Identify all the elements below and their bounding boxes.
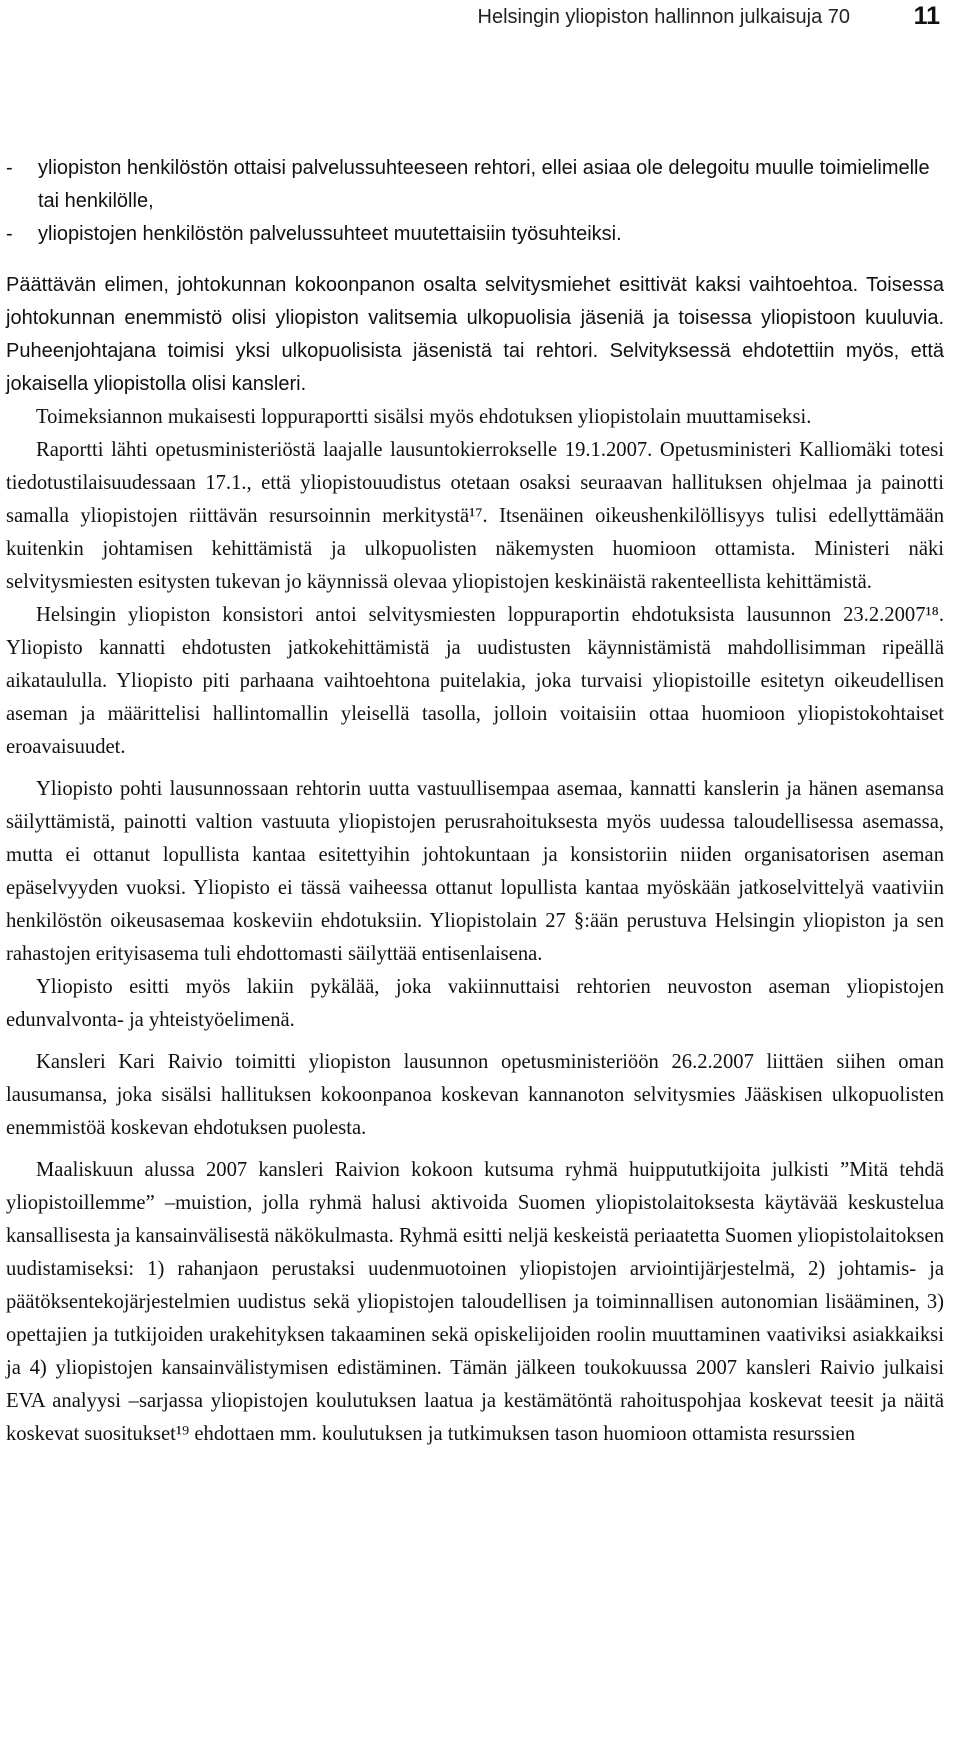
list-item <box>6 152 944 218</box>
list-item-text: yliopiston henkilöstön ottaisi palvelussuhteeseen rehtori, ellei asiaa ole delegoitu muulle toimielimelle tai henkilölle, <box>38 157 930 212</box>
dash-marker: - <box>6 157 13 179</box>
paragraph: Kansleri Kari Raivio toimitti yliopiston lausunnon opetusministeriöön 26.2.2007 liittäen siihen oman lausumansa, joka sisälsi hallituksen kokoonpanoa koskevan kannanoton selvitysmies Jääskisen ulkopuolisten enemmistöä koskevan ehdotuksen puolesta. <box>6 1051 944 1139</box>
page-number: 11 <box>913 2 940 30</box>
paragraph: Päättävän elimen, johtokunnan kokoonpanon osalta selvitysmiehet esittivät kaksi vaihtoehtoa. Toisessa johtokunnan enemmistö olisi yliopiston valitsemia ulkopuolisia jäseniä ja toisessa yliopistoon kuuluvia. Puheenjohtajana toimisi yksi ulkopuolisista jäsenistä tai rehtori. Selvityksessä ehdotettiin myös, että jokaisella yliopistolla olisi kansleri. <box>6 274 944 395</box>
list-item-text: yliopistojen henkilöstön palvelussuhteet muutettaisiin työsuhteiksi. <box>38 223 622 245</box>
paragraph: Toimeksiannon mukaisesti loppuraportti sisälsi myös ehdotuksen yliopistolain muuttamiseksi. <box>36 406 812 428</box>
paragraph: Raportti lähti opetusministeriöstä laajalle lausuntokierrokselle 19.1.2007. Opetusministeri Kalliomäki totesi tiedotustilaisuudessaan 17.1., että yliopistouudistus otetaan osaksi seuraavan hallituksen ohjelmaa ja painotti samalla yliopistojen riittävän resursoinnin merkitystä¹⁷. Itsenäinen oikeushenkilöllisyys tulisi edellyttämään kuitenkin johtamisen kehittämistä ja ulkopuolisten näkemysten huomioon ottamista. Ministeri näki selvitysmiesten esitysten tukevan jo käynnissä olevaa yliopistojen keskinäistä rakenteellista kehittämistä. <box>6 439 944 593</box>
paragraph: Yliopisto pohti lausunnossaan rehtorin uutta vastuullisempaa asemaa, kannatti kanslerin ja hänen asemansa säilyttämistä, painotti valtion vastuuta yliopistojen perusrahoituksesta myös uudessa taloudellisessa asemassa, mutta ei ottanut lopullista kantaa esitettyihin johtokuntaan ja konsistoriin niiden organisatorisen aseman epäselvyyden vuoksi. Yliopisto ei tässä vaiheessa ottanut lopullista kantaa myöskään jatkoselvittelyä vaativiin henkilöstön oikeusasemaa koskeviin ehdotuksiin. Yliopistolain 27 §:ään perustuva Helsingin yliopiston ja sen rahastojen erityisasema tuli ehdottomasti säilyttää entisenlaisena. <box>6 778 944 965</box>
page-header <box>0 0 960 44</box>
paragraph: Helsingin yliopiston konsistori antoi selvitysmiesten loppuraportin ehdotuksista lausunnon 23.2.2007¹⁸. Yliopisto kannatti ehdotusten jatkokehittämistä ja uudistusten käynnistämistä mahdollisimman ripeällä aikataululla. Yliopisto piti parhaana vaihtoehtona puitelakia, joka turvaisi yliopistoille esitetyn oikeudellisen aseman ja määrittelisi hallintomallin yleisellä tasolla, jolloin voitaisiin ottaa huomioon yliopistokohtaiset eroavaisuudet. <box>6 604 944 758</box>
dash-marker: - <box>6 223 13 245</box>
paragraph: Yliopisto esitti myös lakiin pykälää, joka vakiinnuttaisi rehtorien neuvoston aseman yliopistojen edunvalvonta- ja yhteistyöelimenä. <box>6 976 944 1031</box>
bullet-list <box>6 152 944 251</box>
list-item <box>6 218 944 251</box>
running-title: Helsingin yliopiston hallinnon julkaisuja 70 <box>477 6 850 28</box>
paragraph: Maaliskuun alussa 2007 kansleri Raivion kokoon kutsuma ryhmä huippututkijoita julkisti ”Mitä tehdä yliopistoillemme” –muistion, jolla ryhmä halusi aktivoida Suomen yliopistolaitoksesta käytävää keskustelua kansallisesta ja kansainvälisestä näkökulmasta. Ryhmä esitti neljä keskeistä periaatetta Suomen yliopistolaitoksen uudistamiseksi: 1) rahanjaon perustaksi uudenmuotoinen yliopistojen arviointijärjestelmä, 2) johtamis- ja päätöksentekojärjestelmien uudistus sekä yliopistojen taloudellisen ja toiminnallisen autonomian lisääminen, 3) opettajien ja tutkijoiden urakehityksen takaaminen sekä opiskelijoiden roolin muuttaminen vaativiksi asiakkaiksi ja 4) yliopistojen kansainvälistymisen edistäminen. Tämän jälkeen toukokuussa 2007 kansleri Raivio julkaisi EVA analyysi –sarjassa yliopistojen koulutuksen laatua ja kestämätöntä rahoituspohjaa koskevat teesit ja näitä koskevat suositukset¹⁹ ehdottaen mm. koulutuksen ja tutkimuksen tason huomioon ottamista resurssien <box>6 1159 944 1445</box>
document-body <box>6 152 944 1451</box>
